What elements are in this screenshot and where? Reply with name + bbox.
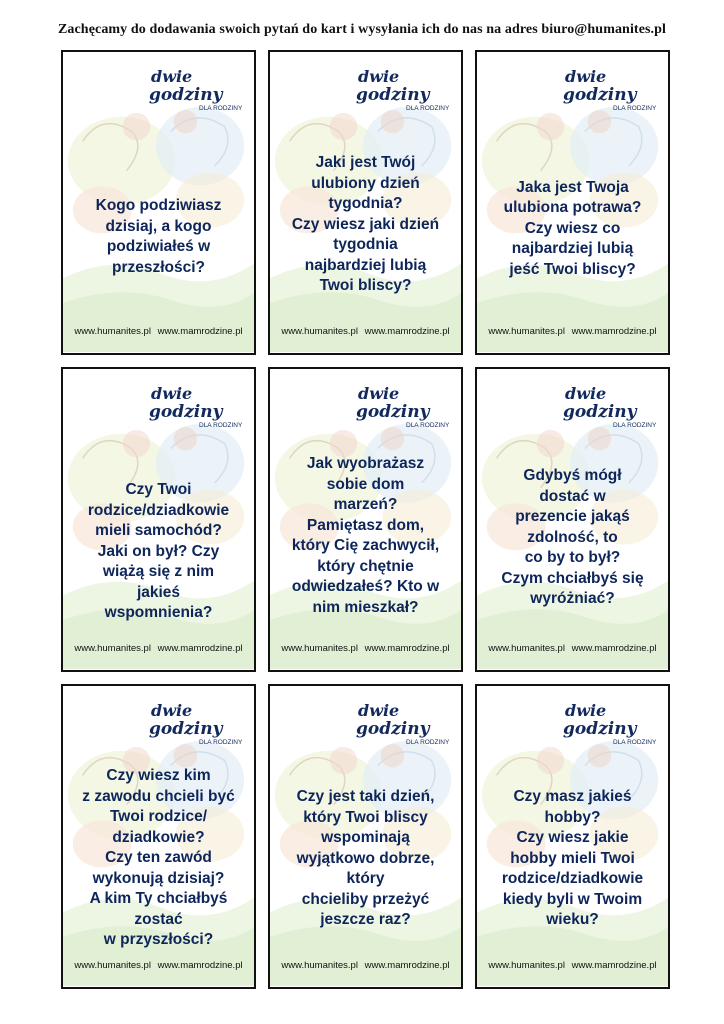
dwie-godziny-logo bbox=[555, 377, 665, 429]
logo-line-1: dwie bbox=[358, 67, 400, 86]
dwie-godziny-logo bbox=[141, 377, 251, 429]
card-question: Kogo podziwiasz dzisiaj, a kogo podziwiałeś w przeszłości? bbox=[95, 197, 222, 276]
dwie-godziny-logo bbox=[555, 60, 665, 112]
logo-line-1: dwie bbox=[565, 384, 607, 403]
dwie-godziny-logo bbox=[141, 60, 251, 112]
logo-line-2: godziny bbox=[356, 402, 430, 422]
logo-subtitle: DLA RODZINY bbox=[406, 105, 450, 112]
logo-subtitle: DLA RODZINY bbox=[199, 739, 243, 746]
page-header: Zachęcamy do dodawania swoich pytań do kart i wysyłania ich do nas na adres biuro@humanites.pl bbox=[57, 22, 667, 37]
logo-subtitle: DLA RODZINY bbox=[613, 105, 657, 112]
question-card-2 bbox=[268, 50, 463, 355]
logo-subtitle: DLA RODZINY bbox=[406, 422, 450, 429]
logo-line-2: godziny bbox=[563, 719, 637, 739]
logo-line-2: godziny bbox=[356, 85, 430, 105]
question-card-4 bbox=[61, 367, 256, 672]
question-card-6 bbox=[475, 367, 670, 672]
card-footer-links: www.humanites.pl www.mamrodzine.pl bbox=[488, 326, 657, 337]
card-footer-links: www.humanites.pl www.mamrodzine.pl bbox=[281, 960, 450, 971]
question-card-5 bbox=[268, 367, 463, 672]
card-question: Jaki jest Twój ulubiony dzień tygodnia? Czy wiesz jaki dzień tygodnia najbardziej lubią Twoi bliscy? bbox=[291, 154, 440, 295]
dwie-godziny-logo bbox=[555, 694, 665, 746]
question-card-1 bbox=[61, 50, 256, 355]
card-footer-links: www.humanites.pl www.mamrodzine.pl bbox=[74, 326, 243, 337]
card-question: Jak wyobrażasz sobie dom marzeń? Pamiętasz dom, który Cię zachwycił, który chętnie odwiedzałeś? Kto w nim mieszkał? bbox=[291, 455, 440, 616]
logo-line-2: godziny bbox=[563, 402, 637, 422]
logo-line-1: dwie bbox=[151, 384, 193, 403]
card-footer-links: www.humanites.pl www.mamrodzine.pl bbox=[74, 643, 243, 654]
dwie-godziny-logo bbox=[348, 377, 458, 429]
logo-line-2: godziny bbox=[563, 85, 637, 105]
card-question: Czy jest taki dzień, który Twoi bliscy wspominają wyjątkowo dobrze, który chcieliby przeżyć jeszcze raz? bbox=[296, 788, 435, 929]
logo-line-2: godziny bbox=[149, 402, 223, 422]
card-question: Czy Twoi rodzice/dziadkowie mieli samochód? Jaki on był? Czy wiążą się z nim jakieś wspomnienia? bbox=[87, 481, 230, 622]
logo-line-1: dwie bbox=[151, 67, 193, 86]
dwie-godziny-logo bbox=[348, 60, 458, 112]
logo-line-1: dwie bbox=[358, 701, 400, 720]
card-footer-links: www.humanites.pl www.mamrodzine.pl bbox=[488, 643, 657, 654]
question-card-9 bbox=[475, 684, 670, 989]
dwie-godziny-logo bbox=[141, 694, 251, 746]
logo-line-2: godziny bbox=[356, 719, 430, 739]
question-card-7 bbox=[61, 684, 256, 989]
logo-subtitle: DLA RODZINY bbox=[613, 739, 657, 746]
logo-subtitle: DLA RODZINY bbox=[406, 739, 450, 746]
card-question: Jaka jest Twoja ulubiona potrawa? Czy wiesz co najbardziej lubią jeść Twoi bliscy? bbox=[503, 178, 642, 278]
logo-subtitle: DLA RODZINY bbox=[613, 422, 657, 429]
question-card-3 bbox=[475, 50, 670, 355]
logo-line-2: godziny bbox=[149, 85, 223, 105]
logo-line-1: dwie bbox=[565, 67, 607, 86]
logo-subtitle: DLA RODZINY bbox=[199, 105, 243, 112]
logo-subtitle: DLA RODZINY bbox=[199, 422, 243, 429]
card-footer-links: www.humanites.pl www.mamrodzine.pl bbox=[74, 960, 243, 971]
card-question: Gdybyś mógł dostać w prezencie jakąś zdolność, to co by to był? Czym chciałbyś się wyróżniać? bbox=[501, 467, 644, 608]
logo-line-1: dwie bbox=[565, 701, 607, 720]
card-footer-links: www.humanites.pl www.mamrodzine.pl bbox=[281, 643, 450, 654]
card-question: Czy masz jakieś hobby? Czy wiesz jakie hobby mieli Twoi rodzice/dziadkowie kiedy byli w Twoim wieku? bbox=[501, 788, 644, 929]
card-footer-links: www.humanites.pl www.mamrodzine.pl bbox=[488, 960, 657, 971]
logo-line-2: godziny bbox=[149, 719, 223, 739]
dwie-godziny-logo bbox=[348, 694, 458, 746]
logo-line-1: dwie bbox=[358, 384, 400, 403]
logo-line-1: dwie bbox=[151, 701, 193, 720]
question-card-8 bbox=[268, 684, 463, 989]
card-footer-links: www.humanites.pl www.mamrodzine.pl bbox=[281, 326, 450, 337]
card-question: Czy wiesz kim z zawodu chcieli być Twoi rodzice/ dziadkowie? Czy ten zawód wykonują dzisiaj? A kim Ty chciałbyś zostać w przyszłości? bbox=[82, 767, 235, 949]
